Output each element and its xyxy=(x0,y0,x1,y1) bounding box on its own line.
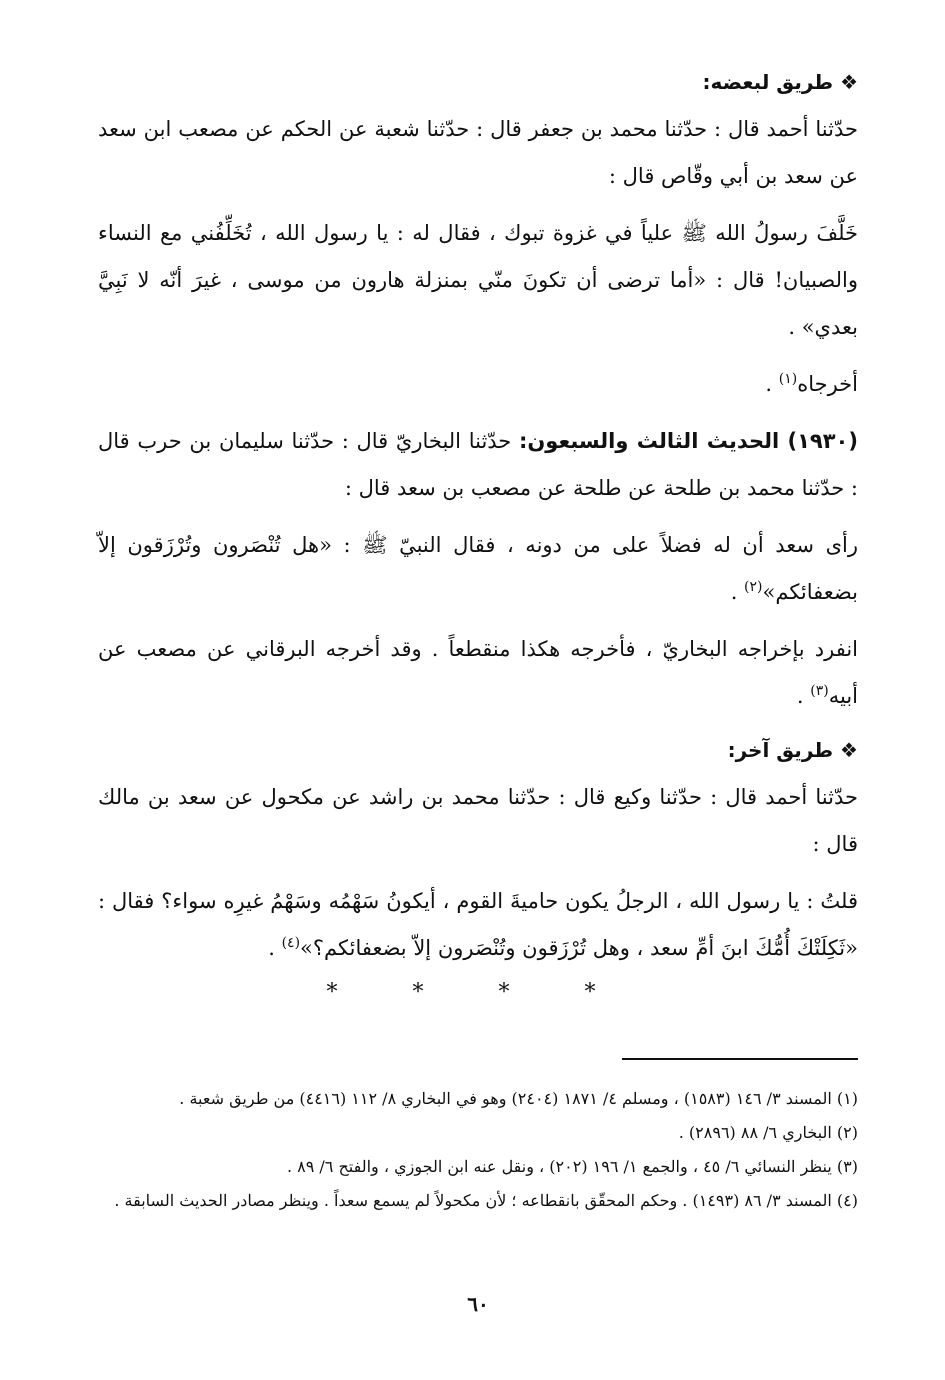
hadith-1930-paragraph xyxy=(98,418,858,512)
hadith-number-title: (١٩٣٠) الحديث الثالث والسبعون: xyxy=(518,429,858,453)
section-divider-stars: * * * * xyxy=(326,980,630,1005)
hadith-text-2-end: . xyxy=(730,580,745,604)
isnad-paragraph-3: حدّثنا أحمد قال : حدّثنا وكيع قال : حدّثنا محمد بن راشد عن مكحول عن سعد بن مالك قال : xyxy=(98,785,858,856)
footnote-ref-1[interactable]: (١) xyxy=(778,371,798,387)
hadith-text-3: قلتُ : يا رسول الله ، الرجلُ يكون حاميةَ القوم ، أيكونُ سَهْمُه وسَهْمُ غيرِه سواء؟ فقال : «ثَكِلَتْكَ أُمُّكَ ابنَ أمِّ سعد ، وهل تُرْزَقون وتُنْصَرون إلاّ بضعفائكم؟» xyxy=(98,889,858,960)
takhrij-text: أخرجاه xyxy=(797,372,858,396)
hadith-text-3-end: . xyxy=(268,936,282,960)
takhrij-paragraph-1 xyxy=(98,361,858,408)
document-page xyxy=(98,62,858,1342)
takhrij-end-2: . xyxy=(796,684,811,708)
takhrij-text-2: انفرد بإخراجه البخاريّ ، فأخرجه هكذا منقطعاً . وقد أخرجه البرقاني عن مصعب عن أبيه xyxy=(98,637,858,708)
footnote-2: (٢) البخاري ٦/ ٨٨ (٢٨٩٦) . xyxy=(678,1123,858,1142)
footnote-3: (٣) ينظر النسائي ٦/ ٤٥ ، والجمع ١/ ١٩٦ (٢٠٢) ، ونقل عنه ابن الجوزي ، والفتح ٦/ ٨٩ . xyxy=(286,1157,858,1176)
footnote-1: (١) المسند ٣/ ١٤٦ (١٥٨٣) ، ومسلم ٤/ ١٨٧١ (٢٤٠٤) وهو في البخاري ٨/ ١١٢ (٤٤١٦) من طريق شعبة . xyxy=(179,1089,858,1108)
hadith-text-paragraph-2 xyxy=(98,522,858,616)
footnote-ref-3[interactable]: (٣) xyxy=(810,683,829,699)
footnote-ref-2[interactable]: (٢) xyxy=(744,579,763,595)
takhrij-paragraph-2 xyxy=(98,626,858,720)
hadith-text-2: رأى سعد أن له فضلاً على من دونه ، فقال النبيّ ﷺ : «هل تُنْصَرون وتُرْزَقون إلاّ بضعفائكم» xyxy=(98,533,858,604)
hadith-text-paragraph-3 xyxy=(98,878,858,972)
page-number: ٦٠ xyxy=(467,1292,489,1316)
footnote-separator-rule xyxy=(622,1058,858,1060)
section-heading-partial-route: ❖ طريق لبعضه: xyxy=(702,70,858,94)
footnote-4: (٤) المسند ٣/ ٨٦ (١٤٩٣) . وحكم المحقّق بانقطاعه ؛ لأن مكحولاً لم يسمع سعداً . وينظر مصادر الحديث السابقة . xyxy=(114,1191,858,1210)
hadith-text-paragraph-1: خَلَّفَ رسولُ الله ﷺ علياً في غزوة تبوك ، فقال له : يا رسول الله ، تُخَلِّفُني مع النساء والصبيان! قال : «أما ترضى أن تكونَ منّي بمنزلة هارون من موسى ، غيرَ أنّه لا نَبِيَّ بعدي» . xyxy=(98,221,858,339)
isnad-paragraph-1: حدّثنا أحمد قال : حدّثنا محمد بن جعفر قال : حدّثنا شعبة عن الحكم عن مصعب ابن سعد عن سعد بن أبي وقّاص قال : xyxy=(98,117,858,188)
takhrij-end: . xyxy=(765,372,779,396)
footnotes-block xyxy=(98,1082,858,1218)
footnote-ref-4[interactable]: (٤) xyxy=(281,935,301,951)
section-heading-another-route: ❖ طريق آخر: xyxy=(727,738,858,762)
hadith-1930-isnad: حدّثنا البخاريّ قال : حدّثنا سليمان بن حرب قال : حدّثنا محمد بن طلحة عن طلحة عن مصعب بن سعد قال : xyxy=(98,429,858,500)
